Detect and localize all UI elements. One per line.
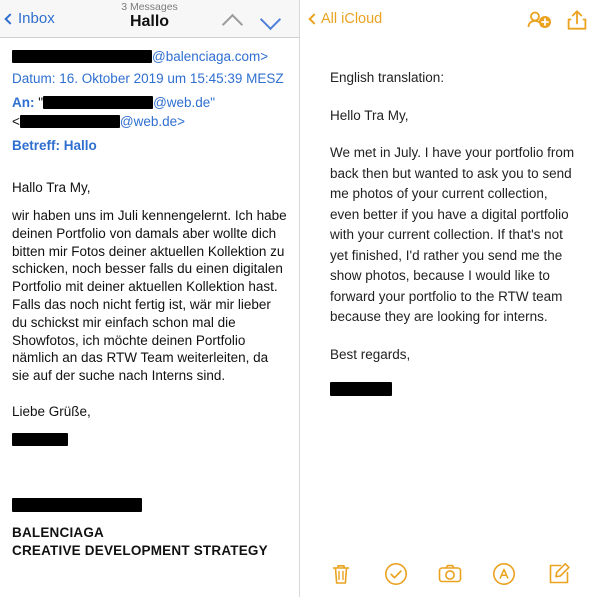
left-email-content — [0, 38, 299, 597]
share-icon[interactable] — [564, 8, 590, 32]
to-bracket-open: < — [12, 114, 20, 130]
german-closing: Liebe Grüße, — [12, 404, 91, 419]
camera-icon[interactable] — [437, 561, 463, 587]
chevron-up-icon[interactable] — [223, 10, 243, 30]
redacted-english-signature-name — [330, 382, 392, 396]
to-line-2 — [12, 113, 289, 131]
german-greeting: Hallo Tra My, — [12, 180, 91, 196]
trash-icon[interactable] — [328, 561, 354, 587]
spacer — [12, 157, 289, 179]
mail-action-toolbar — [300, 551, 600, 597]
check-circle-icon[interactable] — [383, 561, 409, 587]
all-icloud-label: All iCloud — [321, 11, 383, 27]
right-translation-pane — [300, 0, 600, 597]
spacer-3 — [12, 514, 289, 524]
to-email-1[interactable]: @web.de" — [153, 94, 216, 110]
english-greeting: Hello Tra My, — [330, 107, 409, 123]
to-label: An: — [12, 94, 35, 110]
markup-circle-icon[interactable] — [491, 561, 517, 587]
signature-brand: BALENCIAGA — [12, 525, 104, 541]
redacted-recipient-name — [43, 96, 153, 109]
redacted-signature-name-block — [12, 431, 289, 449]
from-email[interactable]: @balenciaga.com> — [152, 49, 269, 64]
from-line — [12, 48, 289, 66]
translation-content — [300, 40, 600, 403]
to-quote-open: " — [38, 94, 44, 110]
chevron-left-icon — [308, 13, 319, 24]
subject-label: Betreff: — [12, 138, 61, 154]
right-header-bar — [300, 0, 600, 40]
to-line — [12, 94, 289, 112]
redacted-signature-name — [12, 433, 68, 446]
all-icloud-back-button[interactable] — [310, 11, 382, 27]
translation-label: English translation: — [330, 70, 445, 85]
people-badge-icon[interactable] — [526, 8, 552, 32]
message-count-label: 3 Messages — [121, 1, 178, 13]
redacted-sender-full-name — [12, 498, 142, 512]
date-value: 16. Oktober 2019 um 15:45:39 MESZ — [59, 70, 284, 86]
message-title: Hallo — [129, 13, 170, 30]
chevron-down-icon[interactable] — [261, 10, 281, 30]
left-header-bar — [0, 0, 299, 38]
redacted-signature-line — [12, 497, 289, 515]
subject-value: Hallo — [63, 138, 97, 154]
english-closing: Best regards, — [330, 346, 411, 362]
german-paragraph: wir haben uns im Juli kennengelernt. Ich habe deinen Portfolio von damals aber wollte dich bitten mir Fotos deiner aktuellen Kollektion zu schicken, noch besser falls du einen digitalen Portfolio mit deiner aktuellen Kollektion hast. Falls das noch nicht fertig ist, wär mir lieber du schickst mir einfach schon mal die Showfotos, ich möchte deinen Portfolio nämlich an das RTW Team weiterleiten, da sie auf der suche nach Interns sind. — [12, 207, 287, 384]
redacted-sender-name — [12, 50, 152, 63]
compose-icon[interactable] — [546, 561, 572, 587]
english-paragraph: We met in July. I have your portfolio from back then but wanted to ask you to send me photos of your current collection, even better if you have a digital portfolio with your current collection. If that's not yet finished, I'd rather you send me the show photos, because I would like to forward your portfolio to the RTW team because they are looking for interns. — [330, 145, 575, 325]
spacer-2 — [12, 449, 289, 497]
subject-line — [12, 137, 289, 155]
date-line — [12, 70, 289, 88]
date-label: Datum: — [12, 70, 56, 86]
signature-role: CREATIVE DEVELOPMENT STRATEGY — [12, 543, 268, 559]
redacted-name-block — [330, 382, 578, 403]
to-email-2[interactable]: @web.de> — [119, 114, 186, 130]
redacted-recipient-address — [20, 115, 120, 128]
back-to-inbox-label: Inbox — [18, 10, 55, 27]
